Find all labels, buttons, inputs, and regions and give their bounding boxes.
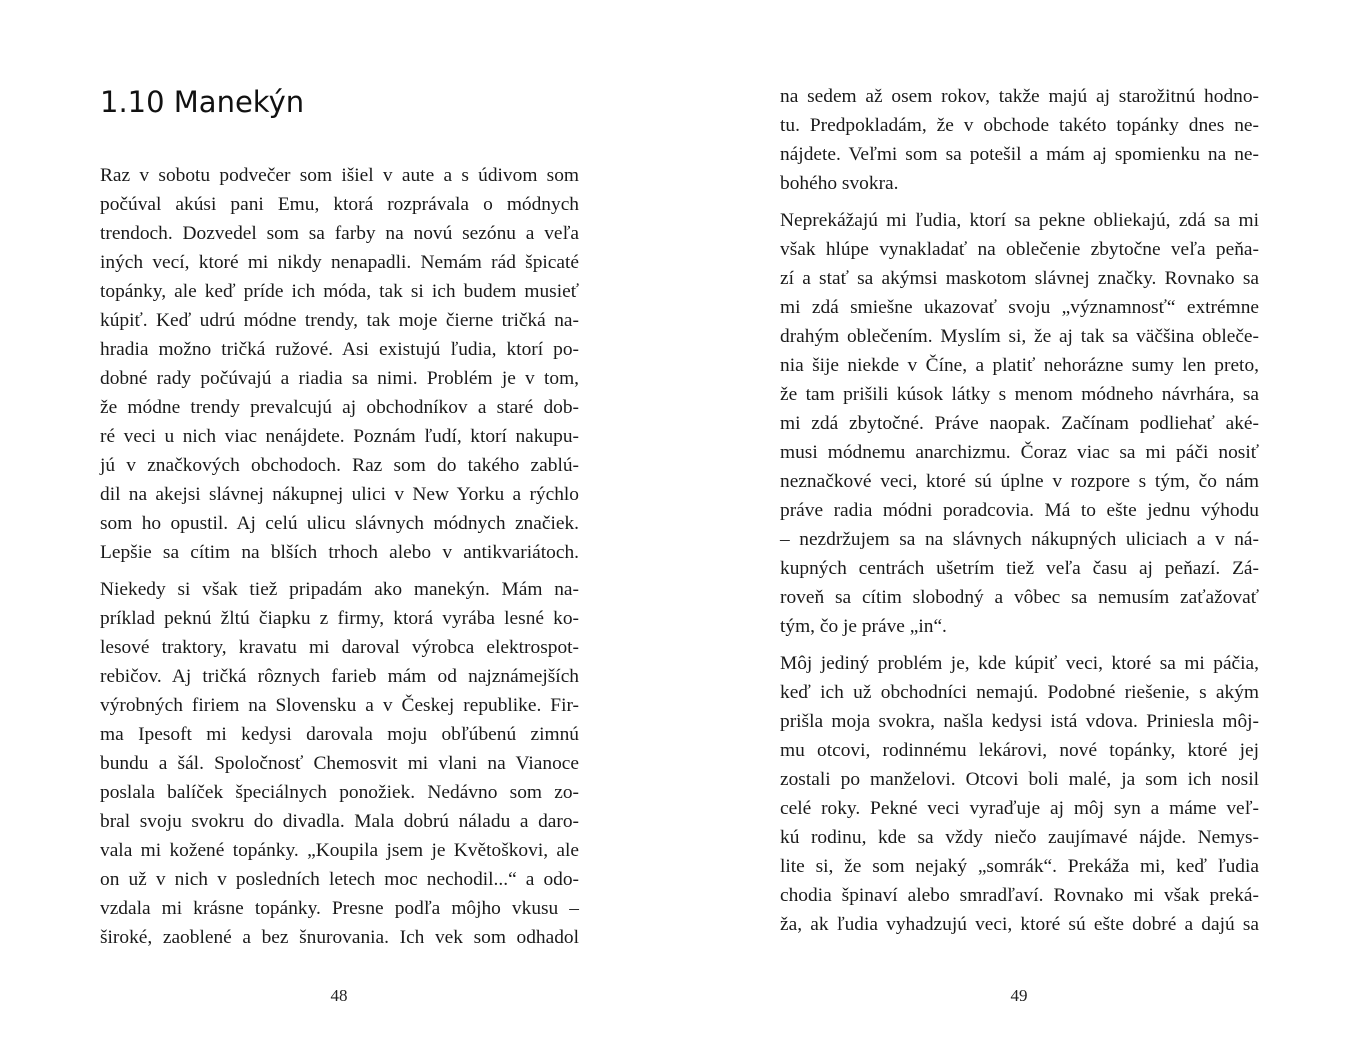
text-line: som ho opustil. Aj celú ulicu slávnych módnych značiek. bbox=[100, 513, 579, 534]
text-line: drahým oblečením. Myslím si, že aj tak sa väčšina obleče- bbox=[780, 326, 1259, 347]
right-page bbox=[680, 0, 1359, 1063]
text-line: mi zdá smiešne ukazovať svoju „významnosť“ extrémne bbox=[780, 297, 1259, 318]
text-line: on už v nich v posledních letech moc nechodil...“ a odo- bbox=[100, 869, 579, 890]
text-line: kúpiť. Keď udrú módne trendy, tak moje čierne tričká na- bbox=[100, 310, 579, 331]
text-line: zostali po manželovi. Otcovi boli malé, ja som ich nosil bbox=[780, 769, 1259, 790]
page-number: 48 bbox=[330, 986, 348, 1005]
text-line: že módne trendy prevalcujú aj obchodníkov a staré dob- bbox=[100, 397, 579, 418]
text-line: trendoch. Dozvedel som sa farby na novú sezónu a veľa bbox=[100, 223, 579, 244]
text-line: chodia špinaví alebo smradľaví. Rovnako mi však preká- bbox=[780, 885, 1259, 906]
text-line: dobné rady počúvajú a riadia sa nimi. Problém je v tom, bbox=[100, 368, 579, 389]
text-line: Niekedy si však tiež pripadám ako manekýn. Mám na- bbox=[100, 579, 579, 600]
text-line: bral svoju svokru do divadla. Mala dobrú náladu a daro- bbox=[100, 811, 579, 832]
text-line: kú rodinu, kde sa vždy niečo zaujímavé nájde. Nemys- bbox=[780, 827, 1259, 848]
text-line: nájdete. Veľmi som sa potešil a mám aj spomienku na ne- bbox=[780, 144, 1259, 165]
text-line: iných vecí, ktoré mi nikdy nenapadli. Nemám rád špicaté bbox=[100, 252, 579, 273]
text-line: Lepšie sa cítim na blších trhoch alebo v antikvariátoch. bbox=[100, 542, 579, 563]
text-line: poslala balíček špeciálnych ponožiek. Nedávno som zo- bbox=[100, 782, 579, 803]
text-line: Neprekážajú mi ľudia, ktorí sa pekne obliekajú, zdá sa mi bbox=[780, 210, 1259, 231]
text-line: nia šije niekde v Číne, a platiť nehorázne sumy len preto, bbox=[780, 355, 1259, 376]
text-line: bohého svokra. bbox=[780, 173, 899, 194]
text-line: ža, ak ľudia vyhadzujú veci, ktoré sú ešte dobré a dajú sa bbox=[780, 914, 1259, 935]
paragraph bbox=[100, 161, 579, 567]
text-line: lesové traktory, kravatu mi daroval výrobca elektrospot- bbox=[100, 637, 579, 658]
text-line: zí a stať sa akýmsi maskotom slávnej značky. Rovnako sa bbox=[780, 268, 1259, 289]
text-line: mi zdá zbytočné. Práve naopak. Začínam podliehať aké- bbox=[780, 413, 1259, 434]
text-line: výrobných firiem na Slovensku a v Českej republike. Fir- bbox=[100, 695, 579, 716]
text-line: neznačkové veci, ktoré sú úplne v rozpore s tým, čo nám bbox=[780, 471, 1259, 492]
text-line: vzdala mi krásne topánky. Presne podľa môjho vkusu – bbox=[100, 898, 579, 919]
text-line: že tam prišili kúsok látky s menom módneho návrhára, sa bbox=[780, 384, 1259, 405]
text-line: kupných centrách ušetrím tiež veľa času aj peňazí. Zá- bbox=[780, 558, 1259, 579]
text-line: roveň sa cítim slobodný a vôbec sa nemusím zaťažovať bbox=[780, 587, 1259, 608]
page-number: 49 bbox=[1010, 986, 1028, 1005]
text-line: mu otcovi, rodinnému lekárovi, nové topánky, ktoré jej bbox=[780, 740, 1259, 761]
text-line: dil na akejsi slávnej nákupnej ulici v New Yorku a rýchlo bbox=[100, 484, 579, 505]
text-line: vala mi kožené topánky. „Koupila jsem je Květoškovi, ale bbox=[100, 840, 579, 861]
text-line: na sedem až osem rokov, takže majú aj starožitnú hodno- bbox=[780, 86, 1259, 107]
text-line: ma Ipesoft mi kedysi darovala moju obľúbenú zimnú bbox=[100, 724, 579, 745]
text-line: prišla moja svokra, našla kedysi istá vdova. Priniesla môj- bbox=[780, 711, 1259, 732]
chapter-title: 1.10 Manekýn bbox=[100, 85, 305, 119]
text-line: počúval akúsi pani Emu, ktorá rozprávala o módnych bbox=[100, 194, 579, 215]
text-line: jú v značkových obchodoch. Raz som do takého zablú- bbox=[100, 455, 579, 476]
paragraph bbox=[780, 206, 1259, 641]
paragraph bbox=[780, 82, 1259, 198]
text-line: príklad peknú žltú čiapku z firmy, ktorá vyrába lesné ko- bbox=[100, 608, 579, 629]
text-line: Raz v sobotu podvečer som išiel v aute a s údivom som bbox=[100, 165, 579, 186]
left-page-body bbox=[100, 161, 579, 960]
text-line: Môj jediný problém je, kde kúpiť veci, ktoré sa mi páčia, bbox=[780, 653, 1259, 674]
text-line: hradia možno tričká ružové. Asi existujú ľudia, ktorí po- bbox=[100, 339, 579, 360]
text-line: tým, čo je práve „in“. bbox=[780, 616, 947, 637]
text-line: keď ich už obchodníci nemajú. Podobné riešenie, s akým bbox=[780, 682, 1259, 703]
text-line: – nezdržujem sa na slávnych nákupných uliciach a v ná- bbox=[780, 529, 1259, 550]
text-line: bundu a šál. Spoločnosť Chemosvit mi vlani na Vianoce bbox=[100, 753, 579, 774]
paragraph bbox=[780, 649, 1259, 939]
text-line: široké, zaoblené a bez šnurovania. Ich vek som odhadol bbox=[100, 927, 579, 948]
paragraph bbox=[100, 575, 579, 952]
text-line: tu. Predpokladám, že v obchode takéto topánky dnes ne- bbox=[780, 115, 1259, 136]
right-page-body bbox=[780, 82, 1259, 947]
text-line: ré veci u nich viac nenájdete. Poznám ľudí, ktorí nakupu- bbox=[100, 426, 579, 447]
text-line: rebičov. Aj tričká rôznych farieb mám od najznámejších bbox=[100, 666, 579, 687]
text-line: však hlúpe vynakladať na oblečenie zbytočne veľa peňa- bbox=[780, 239, 1259, 260]
text-line: musi módnemu anarchizmu. Čoraz viac sa mi páči nosiť bbox=[780, 442, 1259, 463]
text-line: práve radia módni poradcovia. Má to ešte jednu výhodu bbox=[780, 500, 1259, 521]
text-line: celé roky. Pekné veci vyraďuje aj môj syn a máme veľ- bbox=[780, 798, 1259, 819]
text-line: lite si, že som nejaký „somrák“. Prekáža mi, keď ľudia bbox=[780, 856, 1259, 877]
text-line: topánky, ale keď príde ich móda, tak si ich budem musieť bbox=[100, 281, 579, 302]
